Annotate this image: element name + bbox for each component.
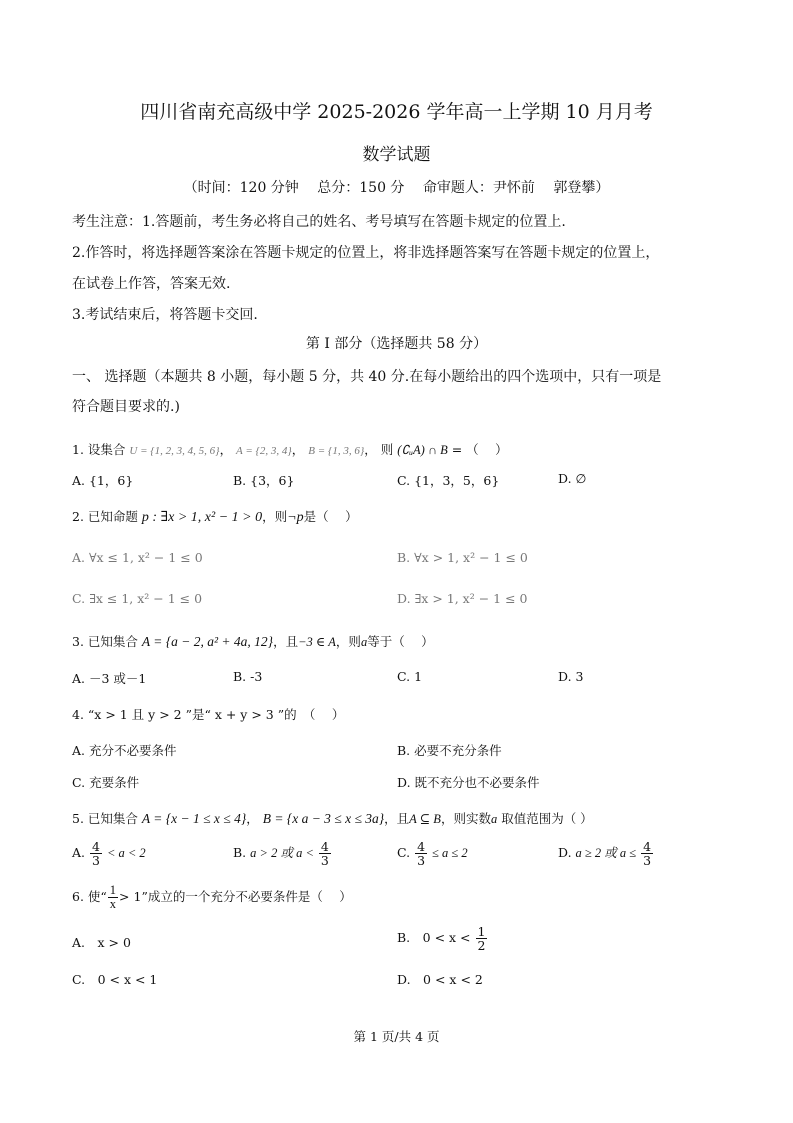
q6-frac-den: x <box>109 897 117 912</box>
q6-option-c: C. 0 < x < 1 <box>72 972 158 987</box>
q5-option-d-fraction <box>641 840 653 867</box>
q6-frac-b-den: 2 <box>477 938 486 954</box>
q5-stem-a: 5. 已知集合 <box>72 811 138 826</box>
q5-var: a <box>490 812 498 826</box>
question-4-stem: 4. “x > 1 且 y > 2 ”是“ x + y > 3 ”的 （ ） <box>72 707 345 722</box>
q3-stem-c: ，则 <box>335 634 361 649</box>
q3-stem-b: ，且 <box>273 634 299 649</box>
q4-option-d: D. 既不充分也不必要条件 <box>397 775 540 790</box>
q1-option-c: C. {1，3，5，6} <box>397 473 500 488</box>
q5-option-c-label: C. <box>397 845 411 861</box>
q3-option-d: D. 3 <box>558 669 584 684</box>
q1-option-d: D. ∅ <box>558 471 587 486</box>
q5-option-c-tail: ≤ a ≤ 2 <box>432 846 468 861</box>
q5-option-b-label: B. <box>233 845 247 861</box>
q5-option-c <box>397 840 468 867</box>
q6-fraction <box>108 884 118 911</box>
q5-set-b: B = {x a − 3 ≤ x ≤ 3a} <box>262 811 385 826</box>
question-1-stem: 1. 设集合 U = {1, 2, 3, 4, 5, 6}， A = {2, 3, 4}， B = {1, 3, 6}， 则 (∁ᵤA) ∩ B = （ ） <box>72 442 508 457</box>
q5-frac-d-num: 4 <box>643 839 652 854</box>
q3-stem-d: 等于（ ） <box>367 634 434 649</box>
question-6-stem <box>72 884 352 911</box>
section-line-2: 符合题目要求的.) <box>72 399 180 415</box>
q5-frac-c-num: 4 <box>417 839 426 854</box>
q3-set: A = {a − 2, a² + 4a, 12} <box>141 634 274 649</box>
q2-stem-b: ，则 <box>262 509 288 524</box>
q5-option-a-label: A. <box>72 845 86 861</box>
q5-frac-a-num: 4 <box>92 839 100 854</box>
q2-option-a: A. ∀x ≤ 1, x² − 1 ≤ 0 <box>72 550 203 565</box>
q5-frac-c-den: 3 <box>417 853 426 869</box>
question-5-stem: 5. 已知集合 A = {x − 1 ≤ x ≤ 4}， B = {x a − 3 ≤ x ≤ 3a}，且A ⊆ B，则实数a 取值范围为（ ） <box>72 811 593 826</box>
q1-set-a: A = {2, 3, 4} <box>236 445 292 457</box>
q3-option-c: C. 1 <box>397 669 423 684</box>
question-2-stem <box>72 507 358 526</box>
q5-set-a: A = {x − 1 ≤ x ≤ 4} <box>141 811 247 826</box>
q6-option-a: A. x > 0 <box>72 935 131 950</box>
notice-line-3: 在试卷上作答，答案无效. <box>72 276 231 292</box>
q3-stem-a: 3. 已知集合 <box>72 634 138 649</box>
question-3-stem <box>72 632 434 650</box>
q1-expr: (∁ᵤA) ∩ B <box>397 443 448 457</box>
q5-frac-b-den: 3 <box>320 853 329 869</box>
q2-stem-a: 2. 已知命题 <box>72 509 138 524</box>
q6-stem-a: 6. 使“ <box>72 889 107 905</box>
q1-option-a: A. {1，6} <box>72 473 134 488</box>
q1-set-b: B = {1, 3, 6} <box>308 445 365 457</box>
q6-frac-b-num: 1 <box>477 924 486 939</box>
q5-frac-d-den: 3 <box>643 853 652 869</box>
q3-condition: −3 ∈ A <box>298 635 336 649</box>
q5-option-a-tail: < a < 2 <box>106 846 146 861</box>
q5-option-c-fraction <box>415 840 427 867</box>
q3-var: a <box>360 635 368 649</box>
q1-tail: = （ ） <box>451 442 508 457</box>
q5-option-d-mid: a ≥ 2 或 a ≤ <box>575 846 637 861</box>
exam-meta: （时间：120 分钟 总分：150 分 命审题人：尹怀前 郭登攀） <box>183 180 610 196</box>
q1-prefix: 1. 设集合 <box>72 442 126 457</box>
q5-option-a-fraction <box>90 840 102 867</box>
q3-option-a: A. －3 或－1 <box>72 671 147 686</box>
notice-line-4: 3.考试结束后，将答题卡交回. <box>72 307 258 323</box>
q5-condition: A ⊆ B <box>409 812 441 826</box>
q4-option-a: A. 充分不必要条件 <box>72 743 177 758</box>
q5-frac-b-num: 4 <box>320 839 329 854</box>
q6-option-b <box>397 925 488 952</box>
q6-stem-b: > 1”成立的一个充分不必要条件是（ ） <box>119 889 352 905</box>
q5-stem-c: ，则实数 <box>440 811 491 826</box>
q1-set-u: U = {1, 2, 3, 4, 5, 6} <box>129 445 220 457</box>
notice-line-1: 考生注意：1.答题前，考生务必将自己的姓名、考号填写在答题卡规定的位置上. <box>72 214 566 230</box>
part-title: 第 I 部分（选择题共 58 分） <box>305 336 488 352</box>
q5-option-b-mid: a > 2 或 a < <box>250 846 314 861</box>
q6-option-b-fraction <box>476 925 488 952</box>
q5-stem-d: 取值范围为（ ） <box>501 811 593 826</box>
q5-option-b <box>233 840 332 867</box>
q6-option-b-label: B. 0 < x < <box>397 930 471 946</box>
q5-frac-a-den: 3 <box>92 853 100 869</box>
q4-option-b: B. 必要不充分条件 <box>397 743 502 758</box>
q4-option-c: C. 充要条件 <box>72 775 140 790</box>
q5-option-d <box>558 840 654 867</box>
q2-option-c: C. ∃x ≤ 1, x² − 1 ≤ 0 <box>72 591 203 606</box>
q2-negation: ¬p <box>287 510 304 525</box>
q5-stem-b: ，且 <box>384 811 410 826</box>
q2-option-d: D. ∃x > 1, x² − 1 ≤ 0 <box>397 591 528 606</box>
q1-option-b: B. {3，6} <box>233 473 295 488</box>
exam-subtitle: 数学试题 <box>362 145 431 165</box>
q5-option-a <box>72 840 146 867</box>
q2-option-b: B. ∀x > 1, x² − 1 ≤ 0 <box>397 550 528 565</box>
page-footer: 第 1 页/共 4 页 <box>353 1029 440 1044</box>
exam-title: 四川省南充高级中学 2025-2026 学年高一上学期 10 月月考 <box>140 101 653 123</box>
q2-stem-c: 是（ ） <box>303 509 358 524</box>
section-line-1: 一、 选择题（本题共 8 小题，每小题 5 分，共 40 分.在每小题给出的四个选项中，只有一项是 <box>72 369 662 385</box>
q1-then: 则 <box>380 442 394 457</box>
notice-line-2: 2.作答时，将选择题答案涂在答题卡规定的位置上，将非选择题答案写在答题卡规定的位置上， <box>72 245 660 261</box>
q5-option-b-fraction <box>319 840 331 867</box>
q6-option-d: D. 0 < x < 2 <box>397 972 483 987</box>
q6-frac-num: 1 <box>109 883 117 897</box>
q5-option-d-label: D. <box>558 845 572 861</box>
q3-option-b: B. -3 <box>233 669 263 684</box>
q2-proposition: p : ∃x > 1, x² − 1 > 0 <box>141 510 263 525</box>
